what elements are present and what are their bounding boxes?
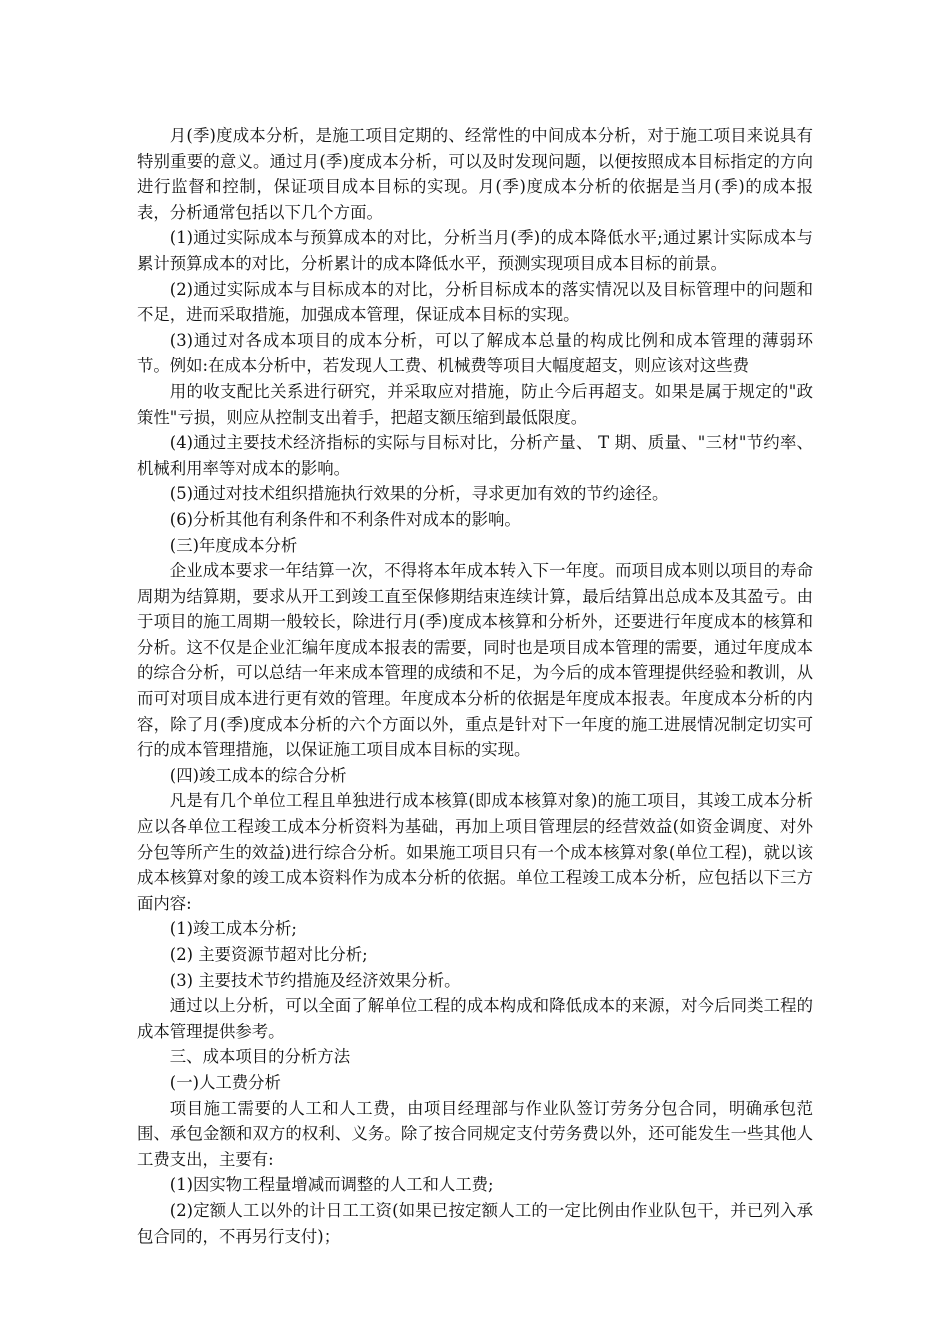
section-heading-labor-cost: (一)人工费分析 [169, 1072, 281, 1092]
list-item-labor-1: (1)因实物工程量增减而调整的人工和人工费; [169, 1175, 494, 1195]
paragraph-item-4: (4)通过主要技术经济指标的实际与目标对比，分析产量、 T 期、质量、"三材"节约率、机械利用率等对成本的影响。 [137, 433, 813, 478]
paragraph-completion-summary: 通过以上分析，可以全面了解单位工程的成本构成和降低成本的来源，对今后同类工程的成本管理提供参考。 [137, 996, 813, 1041]
list-item-completion-2: (2) 主要资源节超对比分析; [169, 945, 368, 964]
section-heading-annual-analysis: (三)年度成本分析 [169, 535, 298, 555]
list-item-completion-1: (1)竣工成本分析; [169, 919, 297, 939]
paragraph-item-5: (5)通过对技术组织措施执行效果的分析，寻求更加有效的节约途径。 [169, 484, 669, 504]
paragraph-item-3: (3)通过对各成本项目的成本分析，可以了解成本总量的构成比例和成本管理的薄弱环节。例如:在成本分析中，若发现人工费、机械费等项目大幅度超支，则应该对这些费 [137, 330, 813, 376]
paragraph-item-1: (1)通过实际成本与预算成本的对比，分析当月(季)的成本降低水平;通过累计实际成本与累计预算成本的对比，分析累计的成本降低水平，预测实现项目成本目标的前景。 [137, 228, 813, 273]
section-heading-cost-items: 三、成本项目的分析方法 [169, 1047, 351, 1067]
list-item-completion-3: (3) 主要技术节约措施及经济效果分析。 [169, 970, 461, 990]
paragraph-item-3-continued: 用的收支配比关系进行研究，并采取应对措施，防止今后再超支。如果是属于规定的"政策性"亏损，则应从控制支出着手，把超支额压缩到最低限度。 [137, 381, 813, 427]
section-heading-completion-analysis: (四)竣工成本的综合分析 [169, 765, 347, 785]
document-page [137, 123, 813, 1249]
paragraph-annual-analysis: 企业成本要求一年结算一次，不得将本年成本转入下一年度。而项目成本则以项目的寿命周期为结算期，要求从开工到竣工直至保修期结束连续计算，最后结算出总成本及其盈亏。由于项目的施工周期一般较长，除进行月(季)度成本核算和分析外，还要进行年度成本的核算和分析。这不仅是企业汇编年度成本报表的需要，同时也是项目成本管理的需要，通过年度成本的综合分析，可以总结一年来成本管理的成绩和不足，为今后的成本管理提供经验和教训，从而可对项目成本进行更有效的管理。年度成本分析的依据是年度成本报表。年度成本分析的内容，除了月(季)度成本分析的六个方面以外，重点是针对下一年度的施工进展情况制定切实可行的成本管理措施，以保证施工项目成本目标的实现。 [137, 561, 813, 760]
paragraph-completion-analysis: 凡是有几个单位工程且单独进行成本核算(即成本核算对象)的施工项目，其竣工成本分析应以各单位工程竣工成本分析资料为基础，再加上项目管理层的经营效益(如资金调度、对外分包等所产生的效益)进行综合分析。如果施工项目只有一个成本核算对象(单位工程)，就以该成本核算对象的竣工成本资料作为成本分析的依据。单位工程竣工成本分析，应包括以下三方面内容: [137, 791, 813, 913]
paragraph-item-6: (6)分析其他有利条件和不利条件对成本的影响。 [169, 509, 521, 529]
paragraph-item-2: (2)通过实际成本与目标成本的对比，分析目标成本的落实情况以及目标管理中的问题和不足，进而采取措施，加强成本管理，保证成本目标的实现。 [137, 279, 813, 325]
paragraph-labor-cost: 项目施工需要的人工和人工费，由项目经理部与作业队签订劳务分包合同，明确承包范围、承包金额和双方的权利、义务。除了按合同规定支付劳务费以外，还可能发生一些其他人工费支出，主要有: [137, 1098, 813, 1169]
paragraph-monthly-analysis-intro: 月(季)度成本分析，是施工项目定期的、经常性的中间成本分析，对于施工项目来说具有特别重要的意义。通过月(季)度成本分析，可以及时发现问题，以便按照成本目标指定的方向进行监督和控制，保证项目成本目标的实现。月(季)度成本分析的依据是当月(季)的成本报表，分析通常包括以下几个方面。 [137, 126, 813, 222]
list-item-labor-2: (2)定额人工以外的计日工工资(如果已按定额人工的一定比例由作业队包干，并已列入承包合同的，不再另行支付)； [137, 1200, 813, 1246]
